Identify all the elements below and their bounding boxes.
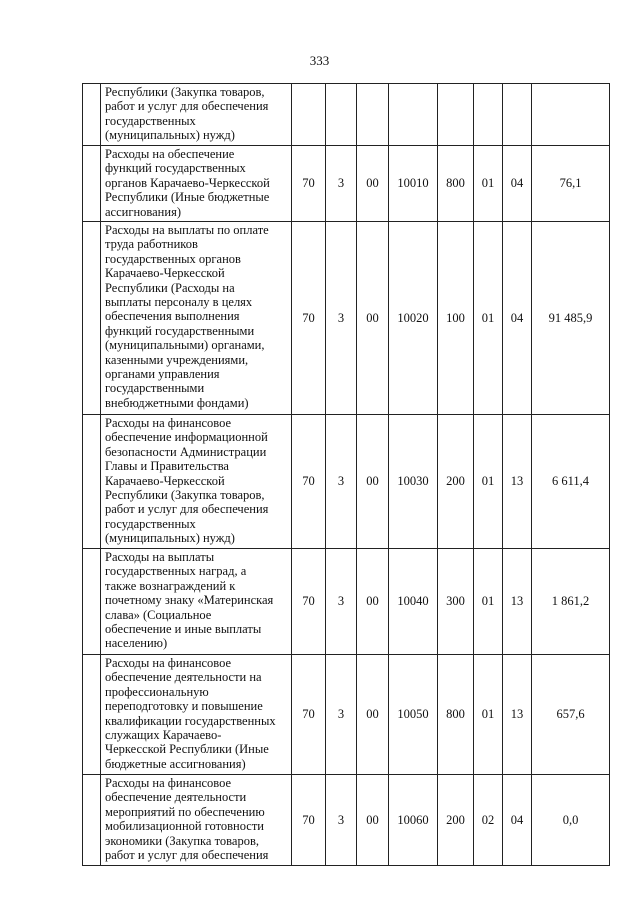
code-cell: 3	[326, 222, 357, 415]
code-cell: 01	[474, 655, 503, 775]
code-cell: 04	[503, 775, 532, 866]
description-line: бюджетные ассигнования)	[105, 756, 246, 771]
description-line: функций государственными	[105, 323, 255, 338]
description-line: работ и услуг для обеспечения	[105, 99, 269, 114]
description-line: Республики (Иные бюджетные	[105, 190, 270, 205]
code-cell: 70	[292, 655, 326, 775]
code-cell: 00	[357, 655, 389, 775]
code-cell	[389, 84, 438, 146]
description-line: населению)	[105, 636, 168, 651]
description-line: государственных	[105, 113, 196, 128]
description-line: обеспечение информационной	[105, 430, 268, 445]
description-line: государственных	[105, 516, 196, 531]
row-number-cell	[83, 415, 101, 549]
code-cell: 01	[474, 222, 503, 415]
description-line: переподготовку и повышение	[105, 699, 263, 714]
code-cell	[503, 84, 532, 146]
description-line: почетному знаку «Материнская	[105, 593, 274, 608]
amount-cell: 1 861,2	[532, 549, 610, 655]
description-cell	[101, 222, 292, 415]
description-line: органов Карачаево-Черкесской	[105, 175, 270, 190]
code-cell: 00	[357, 775, 389, 866]
code-cell: 01	[474, 146, 503, 222]
code-cell: 13	[503, 549, 532, 655]
page-number: 333	[309, 53, 330, 68]
description-line: обеспечение и иные выплаты	[105, 622, 262, 637]
description-line: мероприятий по обеспечению	[105, 804, 265, 819]
code-cell	[326, 84, 357, 146]
description-line: Карачаево-Черкесской	[105, 266, 225, 281]
code-cell: 00	[357, 146, 389, 222]
code-cell	[357, 84, 389, 146]
description-line: Карачаево-Черкесской	[105, 473, 225, 488]
table-row	[83, 549, 610, 655]
description-cell	[101, 146, 292, 222]
code-cell: 04	[503, 222, 532, 415]
description-line: квалификации государственных	[105, 713, 276, 728]
table-row	[83, 222, 610, 415]
code-cell: 3	[326, 775, 357, 866]
description-line: также вознаграждений к	[105, 578, 236, 593]
description-line: (муниципальными) органами,	[105, 338, 265, 353]
code-cell: 01	[474, 415, 503, 549]
description-line: Расходы на финансовое	[105, 416, 232, 430]
code-cell: 00	[357, 549, 389, 655]
amount-cell: 76,1	[532, 146, 610, 222]
row-number-cell	[83, 655, 101, 775]
description-line: функций государственных	[105, 161, 246, 176]
description-line: органами управления	[105, 367, 220, 382]
description-line: Расходы на выплаты	[105, 550, 215, 564]
code-cell	[292, 84, 326, 146]
code-cell: 3	[326, 549, 357, 655]
code-cell: 10030	[389, 415, 438, 549]
budget-table	[82, 83, 610, 866]
description-line: внебюджетными фондами)	[105, 395, 249, 410]
description-line: профессиональную	[105, 684, 209, 699]
code-cell: 10010	[389, 146, 438, 222]
code-cell: 01	[474, 549, 503, 655]
row-number-cell	[83, 222, 101, 415]
description-line: Расходы на финансовое	[105, 656, 232, 670]
code-cell: 70	[292, 549, 326, 655]
description-cell	[101, 549, 292, 655]
table-row	[83, 655, 610, 775]
code-cell: 10060	[389, 775, 438, 866]
description-line: экономики (Закупка товаров,	[105, 833, 259, 848]
amount-cell: 657,6	[532, 655, 610, 775]
code-cell: 70	[292, 415, 326, 549]
description-line: Республики (Закупка товаров,	[105, 488, 265, 503]
code-cell	[438, 84, 474, 146]
description-line: обеспечение деятельности на	[105, 670, 262, 685]
code-cell: 10050	[389, 655, 438, 775]
amount-cell: 0,0	[532, 775, 610, 866]
code-cell: 3	[326, 415, 357, 549]
description-line: государственных органов	[105, 251, 241, 266]
description-line: Республики (Расходы на	[105, 280, 235, 295]
code-cell: 800	[438, 146, 474, 222]
row-number-cell	[83, 84, 101, 146]
description-cell	[101, 775, 292, 866]
description-cell	[101, 655, 292, 775]
description-line: (муниципальных) нужд)	[105, 128, 235, 143]
row-number-cell	[83, 146, 101, 222]
description-line: Расходы на обеспечение	[105, 147, 235, 161]
table-row	[83, 146, 610, 222]
description-line: государственных наград, а	[105, 564, 247, 579]
code-cell: 100	[438, 222, 474, 415]
description-line: казенными учреждениями,	[105, 352, 249, 367]
code-cell: 13	[503, 415, 532, 549]
code-cell: 04	[503, 146, 532, 222]
code-cell: 70	[292, 775, 326, 866]
code-cell: 3	[326, 146, 357, 222]
code-cell: 10020	[389, 222, 438, 415]
description-line: обеспечения выполнения	[105, 309, 240, 324]
amount-cell	[532, 84, 610, 146]
description-line: мобилизационной готовности	[105, 819, 264, 834]
code-cell: 70	[292, 222, 326, 415]
description-line: безопасности Администрации	[105, 444, 267, 459]
description-line: служащих Карачаево-	[105, 728, 222, 743]
table-row	[83, 84, 610, 146]
description-line: (муниципальных) нужд)	[105, 531, 235, 546]
description-line: Главы и Правительства	[105, 459, 229, 474]
description-line: работ и услуг для обеспечения	[105, 502, 269, 517]
table-row	[83, 775, 610, 866]
code-cell: 800	[438, 655, 474, 775]
amount-cell: 6 611,4	[532, 415, 610, 549]
table-row	[83, 415, 610, 549]
description-line: выплаты персоналу в целях	[105, 295, 253, 310]
code-cell: 13	[503, 655, 532, 775]
code-cell: 300	[438, 549, 474, 655]
description-line: Республики (Закупка товаров,	[105, 85, 265, 99]
code-cell: 00	[357, 415, 389, 549]
description-cell	[101, 415, 292, 549]
description-line: слава» (Социальное	[105, 607, 212, 622]
code-cell: 3	[326, 655, 357, 775]
code-cell: 70	[292, 146, 326, 222]
code-cell: 200	[438, 775, 474, 866]
code-cell: 02	[474, 775, 503, 866]
row-number-cell	[83, 549, 101, 655]
description-line: ассигнования)	[105, 204, 181, 219]
description-line: Расходы на выплаты по оплате	[105, 223, 269, 237]
description-cell	[101, 84, 292, 146]
description-line: труда работников	[105, 237, 198, 252]
description-line: обеспечение деятельности	[105, 790, 247, 805]
description-line: Расходы на финансовое	[105, 776, 232, 790]
code-cell	[474, 84, 503, 146]
description-line: Черкесской Республики (Иные	[105, 742, 269, 757]
code-cell: 200	[438, 415, 474, 549]
row-number-cell	[83, 775, 101, 866]
description-line: работ и услуг для обеспечения	[105, 848, 269, 863]
description-line: государственными	[105, 381, 205, 396]
code-cell: 00	[357, 222, 389, 415]
amount-cell: 91 485,9	[532, 222, 610, 415]
code-cell: 10040	[389, 549, 438, 655]
